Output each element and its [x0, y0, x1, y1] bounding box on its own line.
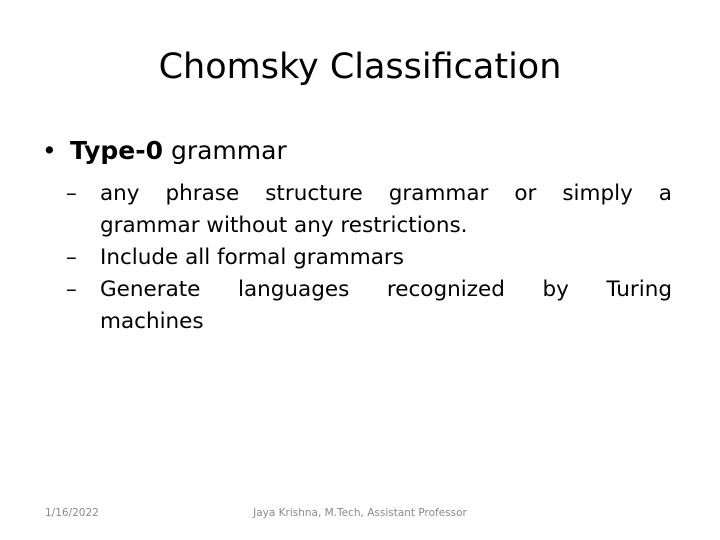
sub-bullet-item — [66, 274, 672, 338]
word: a — [658, 181, 672, 206]
sub-bullet-list — [66, 178, 672, 338]
bullet-rest-text: grammar — [163, 136, 287, 165]
word: or — [514, 181, 537, 206]
bullet-marker: • — [42, 136, 57, 165]
word: structure — [265, 181, 363, 206]
sub-bullet-line: machines — [100, 309, 204, 334]
word: Turing — [606, 277, 672, 302]
sub-bullet-line — [100, 274, 672, 306]
word: phrase — [165, 181, 240, 206]
sub-bullet-item — [66, 178, 672, 242]
sub-bullet-line: grammar without any restrictions. — [100, 213, 468, 238]
dash-marker: – — [66, 245, 77, 270]
word: simply — [562, 181, 633, 206]
dash-marker: – — [66, 277, 77, 302]
sub-bullet-line: Include all formal grammars — [100, 245, 404, 270]
word: by — [542, 277, 569, 302]
word: recognized — [386, 277, 505, 302]
word: Generate — [100, 277, 201, 302]
footer-author: Jaya Krishna, M.Tech, Assistant Professor — [253, 507, 467, 519]
footer-date: 1/16/2022 — [45, 507, 99, 519]
dash-marker: – — [66, 181, 77, 206]
word: grammar — [388, 181, 489, 206]
bullet-bold-term: Type-0 — [70, 136, 164, 165]
bullet-type0 — [42, 134, 682, 168]
word: languages — [238, 277, 350, 302]
word: any — [100, 181, 140, 206]
sub-bullet-item — [66, 242, 672, 274]
sub-bullet-line — [100, 178, 672, 210]
slide-title: Chomsky Classification — [158, 47, 562, 87]
